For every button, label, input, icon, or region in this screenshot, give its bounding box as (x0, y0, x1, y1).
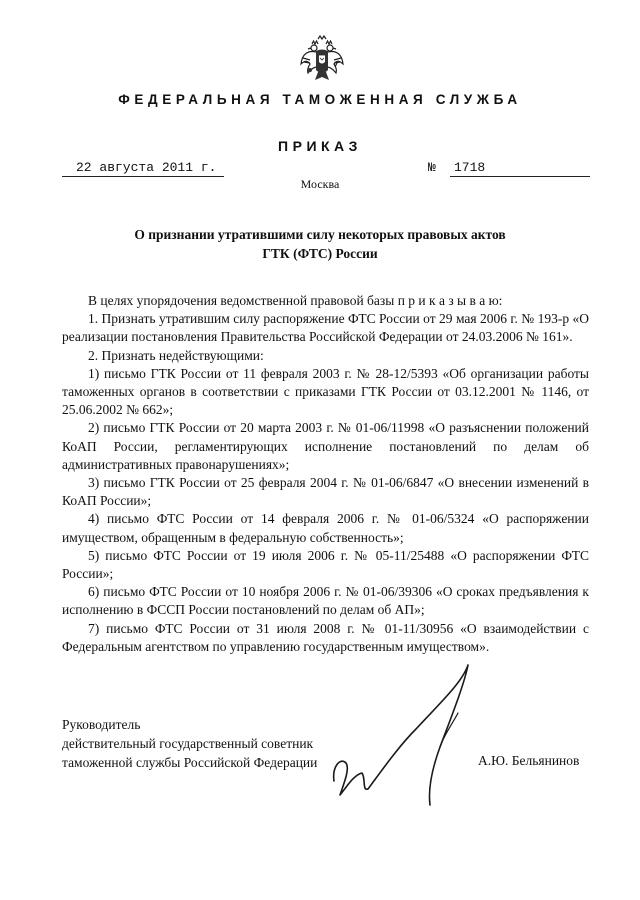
list-item: 7) письмо ФТС России от 31 июля 2008 г. № 01-11/30956 «О взаимодействии с Федеральным агентством по управлению государственным имуществом». (62, 620, 589, 654)
signatory-title-line-3: таможенной службы Российской Федерации (62, 755, 318, 770)
signatory-name: А.Ю. Бельянинов (478, 753, 580, 768)
agency-name: ФЕДЕРАЛЬНАЯ ТАМОЖЕННАЯ СЛУЖБА (118, 92, 522, 107)
handwritten-signature-icon (328, 655, 478, 815)
list-item: 2) письмо ГТК России от 20 марта 2003 г. № 01-06/11998 «О разъяснении положений КоАП России, регламентирующих исполнение постановлений по делам об административных правонарушениях»; (62, 420, 589, 472)
issue-city: Москва (300, 177, 340, 191)
document-type-title: ПРИКАЗ (278, 138, 362, 154)
order-number-label: № (428, 160, 436, 175)
order-body (62, 292, 589, 656)
list-item: 6) письмо ФТС России от 10 ноября 2006 г. № 01-06/39306 «О сроках предъявления к исполнению в ФССП России постановлений по делам об АП»; (62, 584, 589, 618)
signatory-title (62, 715, 317, 772)
clause-1: 1. Признать утратившим силу распоряжение ФТС России от 29 мая 2006 г. № 193-р «О реализации постановления Правительства Российской Федерации от 24.03.2006 № 161». (62, 311, 589, 345)
order-date: 22 августа 2011 г. (62, 160, 224, 177)
list-item: 5) письмо ФТС России от 19 июля 2006 г. № 05-11/25488 «О распоряжении ФТС России»; (62, 547, 589, 582)
subject-line-2: ГТК (ФТС) России (262, 246, 378, 261)
order-number: 1718 (450, 160, 590, 177)
list-item: 1) письмо ГТК России от 11 февраля 2003 г. № 28-12/5393 «Об организации работы таможенных органов в соответствии с приказами ГТК России от 03.12.2001 № 1146, от 25.06.2002 № 662»; (62, 365, 589, 418)
coat-of-arms-icon (298, 34, 346, 84)
list-item: 3) письмо ГТК России от 25 февраля 2004 г. № 01-06/6847 «О внесении изменений в КоАП России»; (62, 475, 589, 509)
signatory-title-line-1: Руководитель (62, 717, 141, 732)
list-item: 4) письмо ФТС России от 14 февраля 2006 г. № 01-06/5324 «О распоряжении имуществом, обращенным в федеральную собственность»; (62, 511, 589, 545)
order-subject (60, 225, 580, 263)
signatory-title-line-2: действительный государственный советник (62, 736, 314, 751)
clause-2: 2. Признать недействующими: (88, 347, 264, 363)
subject-line-1: О признании утратившими силу некоторых правовых актов (134, 227, 506, 242)
intro-paragraph: В целях упорядочения ведомственной правовой базы п р и к а з ы в а ю: (88, 293, 503, 308)
